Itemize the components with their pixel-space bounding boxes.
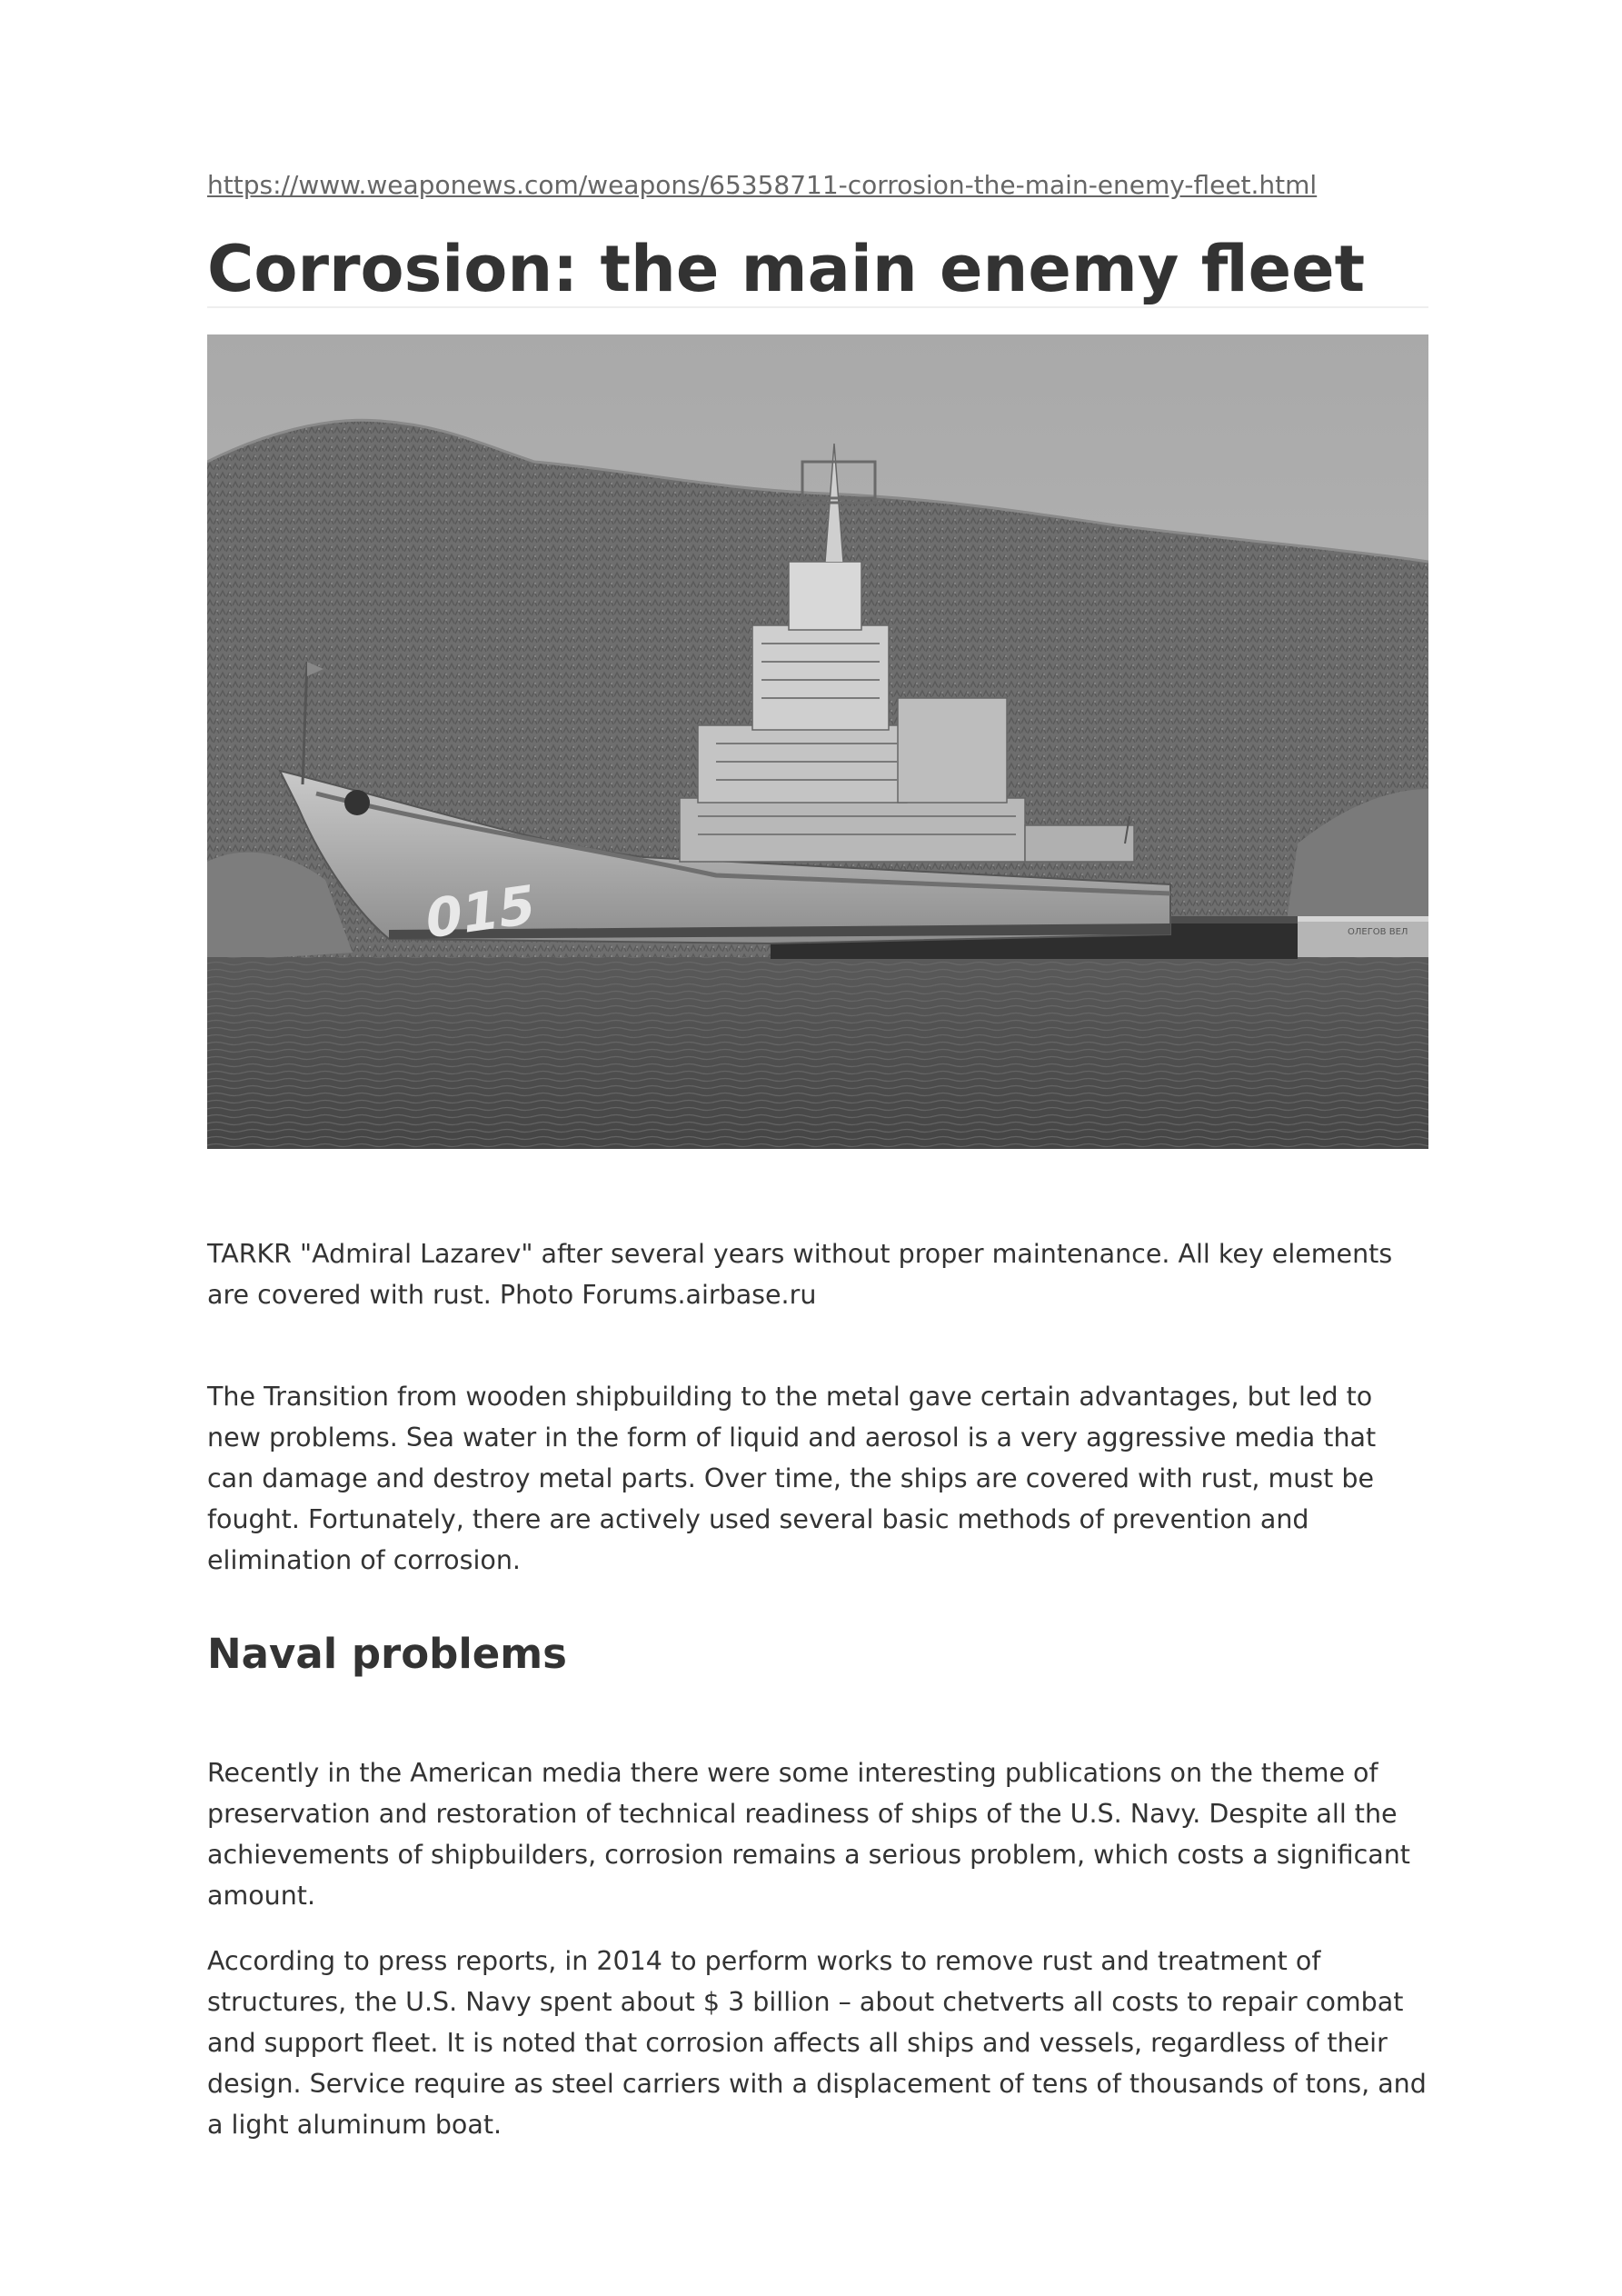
paragraph-3: According to press reports, in 2014 to perform works to remove rust and treatment of structures, the U.S. Navy spent about $ 3 billion – about chetverts all costs to repair combat and support fleet. It is noted that corrosion affects all ships and vessels, regardless of their design. Service require as steel carriers with a displacement of tens of thousands of tons, and a light aluminum boat.	[207, 1946, 1427, 2140]
paragraph-2: Recently in the American media there were some interesting publications on the theme of preservation and restoration of technical readiness of ships of the U.S. Navy. Despite all the achievements of shipbuilders, corrosion remains a serious problem, which costs a significant amount.	[207, 1758, 1410, 1911]
section-heading-naval-problems: Naval problems	[207, 1630, 567, 1678]
paragraph-intro: The Transition from wooden shipbuilding to the metal gave certain advantages, but led to new problems. Sea water in the form of liquid and aerosol is a very aggressive media that can damage and destroy metal parts. Over time, the ships are covered with rust, must be fought. Fortunately, there are actively used several basic methods of prevention and elimination of corrosion.	[207, 1382, 1377, 1575]
title-divider	[207, 306, 1428, 308]
svg-text:015: 015	[423, 873, 537, 952]
source-url-link[interactable]: https://www.weaponews.com/weapons/65358711-corrosion-the-main-enemy-fleet.html	[207, 170, 1318, 200]
article-title: Corrosion: the main enemy fleet	[207, 232, 1366, 306]
svg-text:ОЛЕГОВ ВЕЛ: ОЛЕГОВ ВЕЛ	[1348, 927, 1408, 937]
article-photo	[207, 334, 1428, 1149]
photo-caption: TARKR "Admiral Lazarev" after several years without proper maintenance. All key elements are covered with rust. Photo Forums.airbase.ru	[207, 1239, 1393, 1310]
